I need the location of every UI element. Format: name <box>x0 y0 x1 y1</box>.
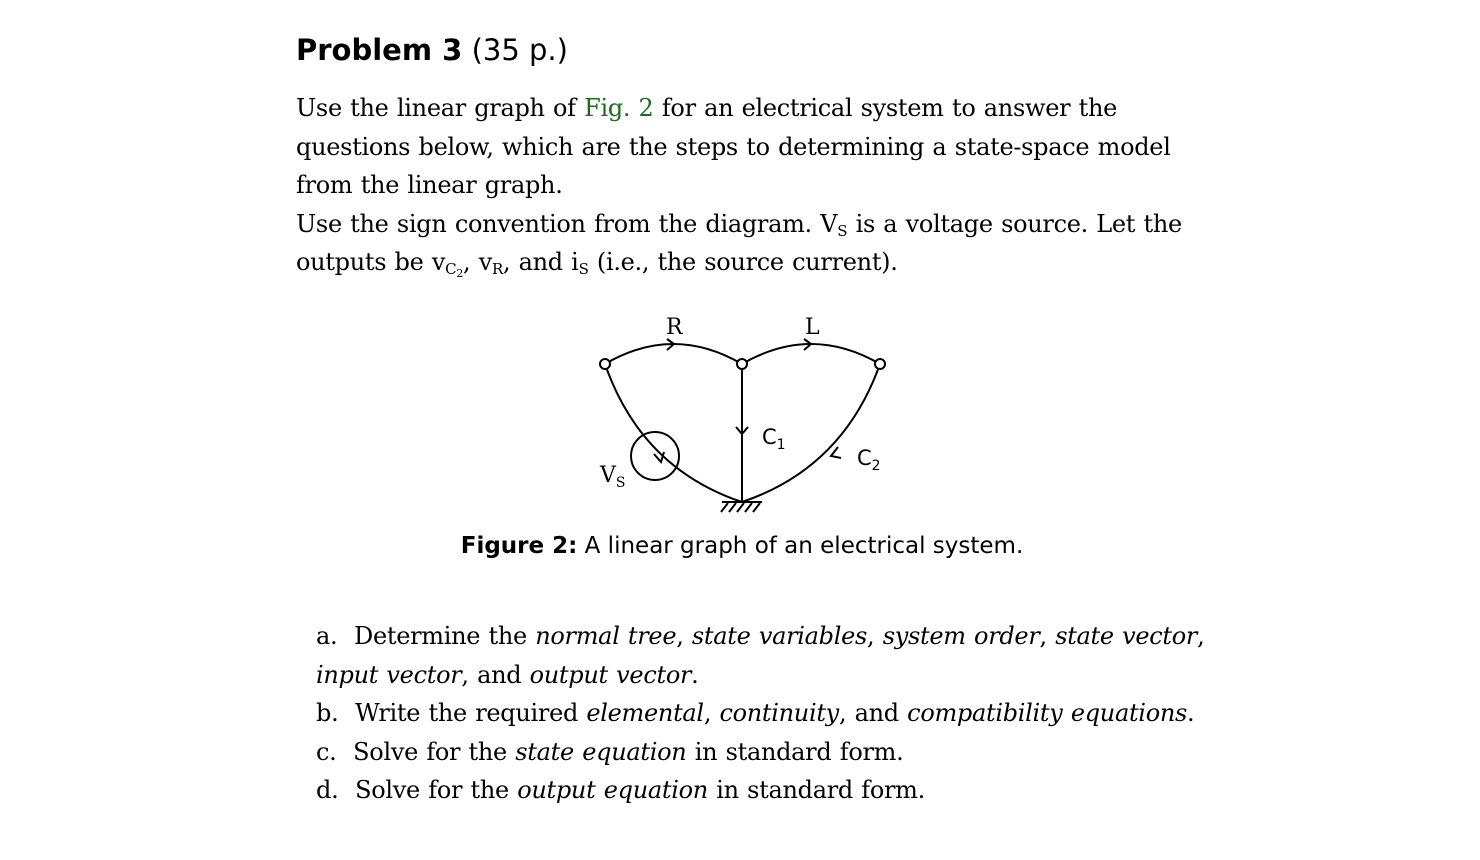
caption-text: A linear graph of an electrical system. <box>584 533 1024 559</box>
figure-caption <box>0 530 1480 562</box>
node-center <box>737 359 747 369</box>
intro-text: , <box>463 248 479 276</box>
label-Vs: $V_S$ <box>600 463 626 491</box>
intro-text: , and <box>502 248 572 276</box>
intro-text: for an electrical system to answer the questions below, which are the steps to determining a state-space model from the linear graph. <box>296 94 1171 199</box>
ground-symbol <box>721 502 762 512</box>
symbol-vc2: $v_{C_2}$ <box>431 248 464 280</box>
intro-text: Use the linear graph of <box>296 94 585 122</box>
question-b: b. Write the required elemental, continuity, and compatibility equations. <box>316 699 1195 727</box>
question-marker: d. <box>316 776 339 804</box>
edge-Vs <box>605 364 742 502</box>
intro-text: is a voltage source. Let the outputs be <box>296 209 1182 276</box>
question-list <box>316 617 1216 810</box>
arrow-C2 <box>831 447 841 458</box>
question-c: c. Solve for the state equation in standard form. <box>316 737 904 766</box>
question-marker: b. <box>316 699 339 727</box>
question-a: a. Determine the normal tree, state variables, system order, state vector, input vector, and output vector. <box>316 622 1205 689</box>
node-left <box>600 359 610 369</box>
problem-title: Problem 3 <box>296 33 463 67</box>
label-C2: $C_2$ <box>857 446 881 474</box>
problem-points: (35 p.) <box>471 33 568 67</box>
label-R: R <box>666 315 683 340</box>
question-marker: a. <box>316 622 338 650</box>
edge-L <box>742 344 880 364</box>
symbol-vr: $v_R$ <box>478 248 503 278</box>
intro-text: Use the sign convention from the diagram. <box>296 209 821 238</box>
symbol-is: $i_S$ <box>571 248 589 278</box>
node-right <box>875 359 885 369</box>
symbol-vs: $V_S$ <box>820 209 848 240</box>
edge-R <box>605 344 742 364</box>
figure-reference-link[interactable]: Fig. 2 <box>584 94 654 122</box>
caption-label: Figure 2: <box>460 533 578 559</box>
question-d: d. Solve for the output equation in standard form. <box>316 776 925 804</box>
label-C1: $C_1$ <box>762 425 786 453</box>
intro-text: (i.e., the source current). <box>588 248 898 276</box>
label-L: L <box>805 315 820 340</box>
question-marker: c. <box>316 737 337 766</box>
